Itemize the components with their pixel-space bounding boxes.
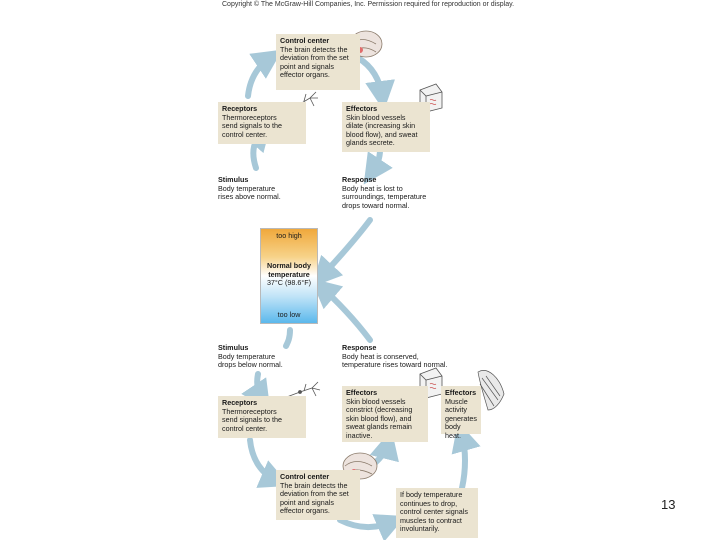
- text-line: blood flow), and sweat: [346, 129, 418, 139]
- text-line: Body heat is lost to: [342, 183, 403, 193]
- arrow-receptors-to-control-bottom: [250, 440, 276, 480]
- too-high-label: too high: [276, 231, 302, 240]
- bottom-control-center-title: Control center: [280, 472, 330, 481]
- text-line: effector organs.: [280, 506, 330, 516]
- bottom-response-label: [342, 344, 472, 370]
- slide-number: 13: [661, 497, 676, 512]
- text-line: temperature rises toward normal.: [342, 360, 448, 370]
- text-line: Muscle: [445, 396, 468, 406]
- text-line: point and signals: [280, 61, 334, 71]
- arrow-receptors-to-control: [248, 58, 270, 96]
- text-line: send signals to the: [222, 415, 282, 425]
- bottom-receptors-box: [218, 396, 306, 438]
- text-line: effector organs.: [280, 70, 330, 80]
- normal-temperature-label: [261, 262, 317, 288]
- text-line: send signals to the: [222, 121, 282, 131]
- top-response-title: Response: [342, 175, 377, 184]
- text-line: drops below normal.: [218, 360, 283, 370]
- text-line: inactive.: [346, 430, 373, 440]
- arrow-response-to-normal-bottom: [322, 288, 370, 340]
- text-line: activity: [445, 405, 467, 415]
- top-effectors-box: [342, 102, 430, 152]
- text-line: control center signals: [400, 507, 468, 517]
- text-line: Skin blood vessels: [346, 396, 406, 406]
- normal-temperature-gauge: [260, 228, 318, 324]
- text-line: body heat.: [445, 422, 461, 440]
- text-line: continues to drop,: [400, 498, 458, 508]
- text-line: rises above normal.: [218, 192, 281, 202]
- text-line: dilate (increasing skin: [346, 121, 416, 131]
- top-effectors-title: Effectors: [346, 104, 378, 113]
- text-line: Skin blood vessels: [346, 112, 406, 122]
- arrow-control-to-effectors: [358, 58, 382, 96]
- text-line: skin blood flow), and: [346, 413, 412, 423]
- bottom-effectors-vessels-box: [342, 386, 428, 442]
- muscle-icon: [478, 370, 504, 410]
- text-line: If body temperature: [400, 490, 463, 499]
- text-line: Body temperature: [218, 351, 276, 361]
- bottom-stimulus-label: [218, 344, 310, 370]
- normal-temperature-title-1: Normal body: [267, 261, 311, 270]
- top-control-center-box: [276, 34, 360, 90]
- text-line: deviation from the set: [280, 489, 349, 499]
- text-line: constrict (decreasing: [346, 405, 413, 415]
- top-response-label: [342, 176, 442, 210]
- top-receptors-box: [218, 102, 306, 144]
- bottom-stimulus-title: Stimulus: [218, 343, 249, 352]
- arrow-stimulus-to-receptors-bottom: [257, 374, 262, 398]
- arrow-control-to-shivering: [340, 520, 392, 527]
- arrow-effectors-to-response: [372, 150, 380, 172]
- top-receptors-title: Receptors: [222, 104, 258, 113]
- text-line: involuntarily.: [400, 524, 440, 534]
- text-line: glands secrete.: [346, 138, 395, 148]
- bottom-response-title: Response: [342, 343, 377, 352]
- text-line: deviation from the set: [280, 53, 349, 63]
- text-line: surroundings, temperature: [342, 192, 427, 202]
- top-stimulus-title: Stimulus: [218, 175, 249, 184]
- text-line: Body heat is conserved,: [342, 351, 419, 361]
- text-line: muscles to contract: [400, 515, 462, 525]
- text-line: Body temperature: [218, 183, 276, 193]
- text-line: drops toward normal.: [342, 200, 410, 210]
- arrow-shivering-to-muscle: [462, 436, 465, 488]
- top-stimulus-label: [218, 176, 308, 202]
- text-line: Thermoreceptors: [222, 406, 277, 416]
- bottom-control-center-box: [276, 470, 360, 520]
- text-line: sweat glands remain: [346, 422, 412, 432]
- bottom-effectors-vessels-title: Effectors: [346, 388, 378, 397]
- normal-temperature-value: 37°C (98.6°F): [266, 278, 312, 288]
- too-low-label: too low: [277, 310, 301, 320]
- text-line: control center.: [222, 423, 268, 433]
- text-line: control center.: [222, 129, 268, 139]
- arrow-response-to-normal: [322, 220, 370, 276]
- text-line: The brain detects the: [280, 480, 348, 490]
- bottom-effectors-muscle-title: Effectors: [445, 388, 477, 397]
- top-control-center-title: Control center: [280, 36, 330, 45]
- text-line: generates: [445, 413, 477, 423]
- normal-temperature-title-2: temperature: [268, 269, 310, 279]
- copyright-notice: Copyright © The McGraw-Hill Companies, Inc. Permission required for reproduction or display.: [222, 1, 515, 8]
- bottom-receptors-title: Receptors: [222, 398, 258, 407]
- bottom-effectors-muscle-box: [441, 386, 481, 440]
- text-line: The brain detects the: [280, 44, 348, 54]
- text-line: Thermoreceptors: [222, 112, 277, 122]
- shivering-box: [396, 488, 478, 538]
- text-line: point and signals: [280, 497, 334, 507]
